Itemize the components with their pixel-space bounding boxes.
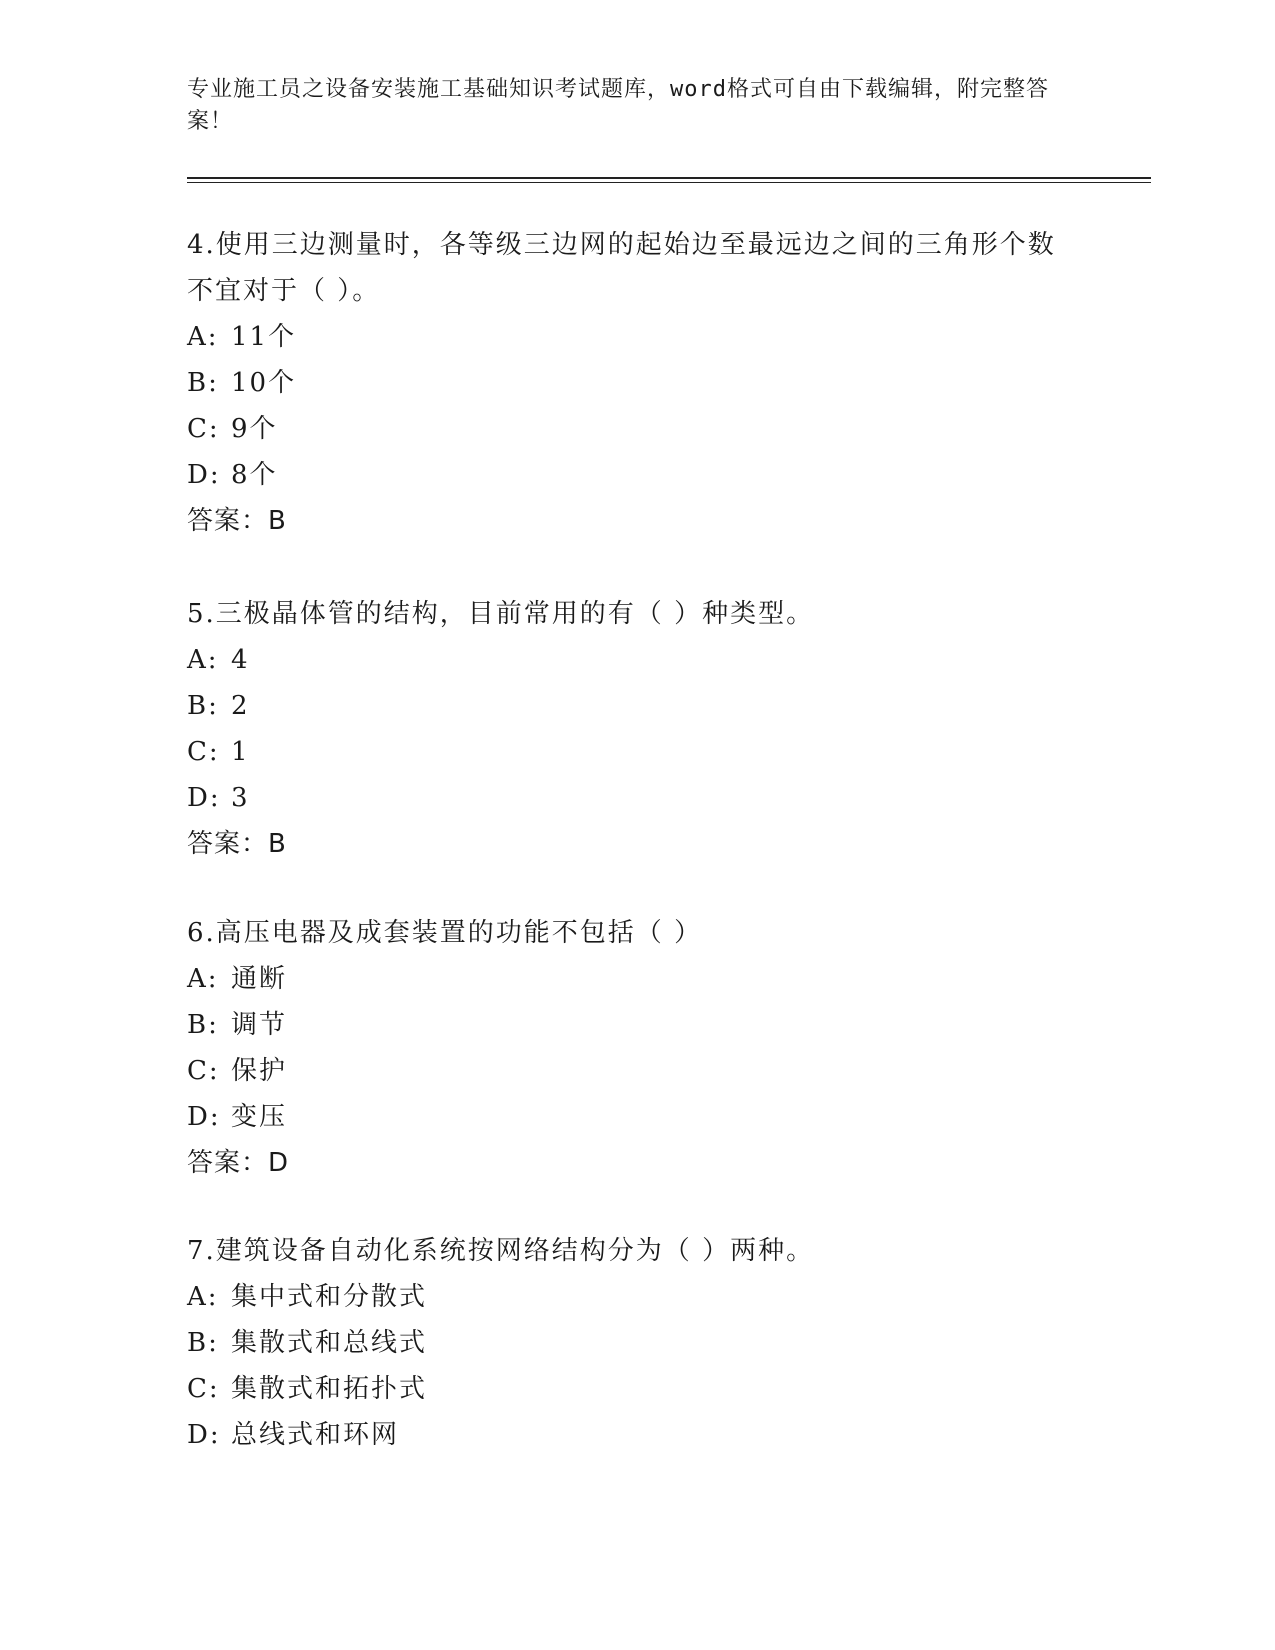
option-key: D: — [187, 1102, 221, 1132]
option-text: 10个 — [231, 368, 297, 398]
option-c — [187, 729, 1067, 775]
question-block — [187, 1228, 1067, 1458]
option-key: A: — [187, 1282, 219, 1312]
option-a — [187, 956, 1067, 1002]
option-text: 保护 — [231, 1056, 288, 1086]
answer-line: 答案：B — [187, 829, 287, 859]
option-key: C: — [187, 1374, 220, 1404]
question-stem: 5.三极晶体管的结构，目前常用的有（ ）种类型。 — [187, 599, 815, 629]
option-text: 11个 — [231, 322, 297, 352]
option-text: 2 — [231, 691, 250, 721]
option-text: 变压 — [231, 1102, 288, 1132]
option-c — [187, 406, 1067, 452]
option-a — [187, 637, 1067, 683]
option-a — [187, 314, 1067, 360]
header-divider-thick — [187, 177, 1151, 179]
option-d — [187, 452, 1067, 498]
option-key: C: — [187, 1056, 220, 1086]
option-a — [187, 1274, 1067, 1320]
option-c — [187, 1366, 1067, 1412]
option-key: B: — [187, 691, 219, 721]
option-text: 总线式和环网 — [231, 1420, 400, 1450]
answer-line: 答案：D — [187, 1148, 290, 1178]
option-key: C: — [187, 414, 220, 444]
option-text: 4 — [231, 645, 250, 675]
option-key: A: — [187, 645, 219, 675]
question-block — [187, 222, 1067, 544]
document-header: 专业施工员之设备安装施工基础知识考试题库，word格式可自由下载编辑，附完整答案！ — [187, 77, 1049, 134]
option-text: 3 — [231, 783, 250, 813]
option-c — [187, 1048, 1067, 1094]
option-d — [187, 775, 1067, 821]
option-b — [187, 360, 1067, 406]
question-stem: 7.建筑设备自动化系统按网络结构分为（ ）两种。 — [187, 1236, 815, 1266]
option-b — [187, 683, 1067, 729]
option-text: 调节 — [231, 1010, 288, 1040]
option-key: C: — [187, 737, 220, 767]
option-key: A: — [187, 964, 219, 994]
option-text: 9个 — [231, 414, 278, 444]
answer-line: 答案：B — [187, 506, 287, 536]
option-key: B: — [187, 1010, 219, 1040]
option-text: 1 — [231, 737, 250, 767]
option-text: 集中式和分散式 — [231, 1282, 428, 1312]
option-d — [187, 1094, 1067, 1140]
header-divider-thin — [187, 182, 1151, 183]
option-key: D: — [187, 460, 221, 490]
option-b — [187, 1320, 1067, 1366]
option-d — [187, 1412, 1067, 1458]
question-stem: 4.使用三边测量时，各等级三边网的起始边至最远边之间的三角形个数不宜对于（ ）。 — [187, 230, 1056, 306]
option-text: 8个 — [231, 460, 278, 490]
question-block — [187, 910, 1067, 1186]
option-text: 通断 — [231, 964, 288, 994]
option-key: D: — [187, 1420, 221, 1450]
option-key: A: — [187, 322, 219, 352]
question-stem: 6.高压电器及成套装置的功能不包括（ ） — [187, 918, 703, 948]
option-key: D: — [187, 783, 221, 813]
option-key: B: — [187, 368, 219, 398]
option-b — [187, 1002, 1067, 1048]
option-text: 集散式和拓扑式 — [231, 1374, 428, 1404]
option-text: 集散式和总线式 — [231, 1328, 428, 1358]
question-block — [187, 591, 1067, 867]
option-key: B: — [187, 1328, 219, 1358]
